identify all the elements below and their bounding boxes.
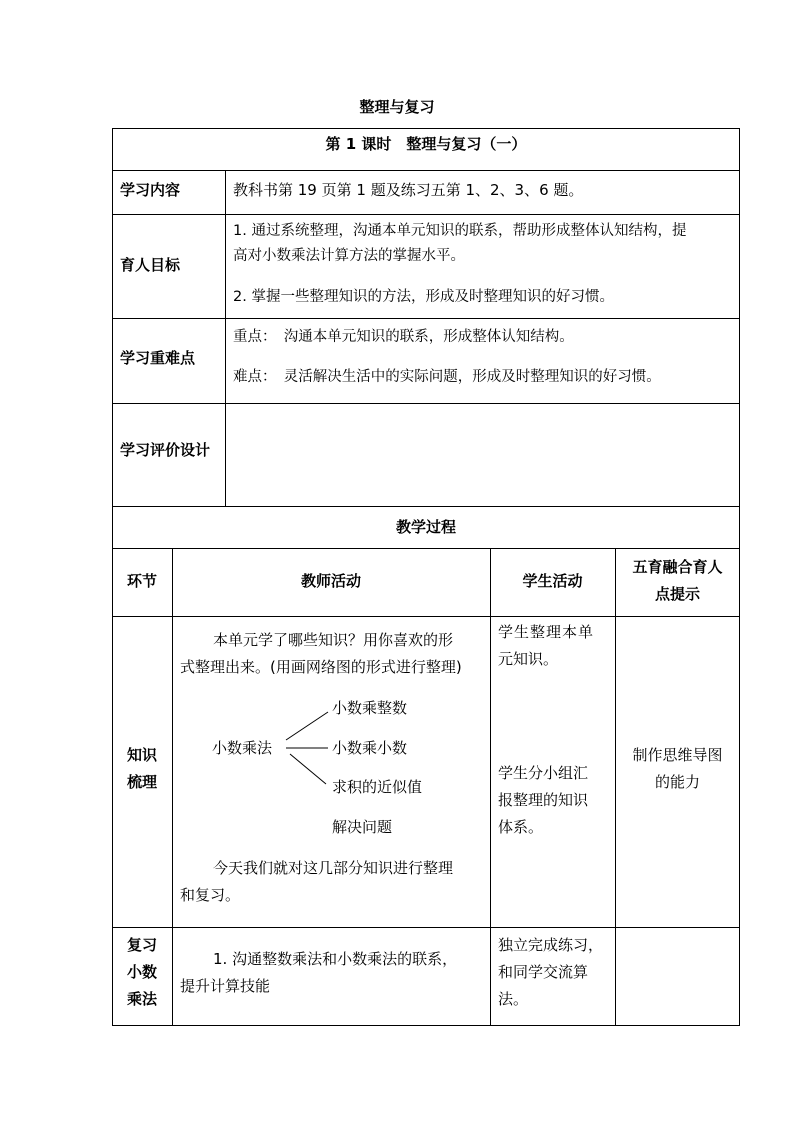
mindmap-branch-1: 小数乘整数: [332, 699, 408, 717]
row1-student-b-line-3: 体系。: [498, 818, 544, 836]
row1-student-a-line-2: 元知识。: [498, 650, 559, 668]
table-rule: [112, 403, 740, 404]
row2-stage-line-3: 乘法: [126, 990, 157, 1008]
header-tips-line-2: 点提示: [654, 585, 700, 603]
difficult-point: 难点： 灵活解决生活中的实际问题，形成及时整理知识的好习惯。: [233, 369, 661, 385]
table-rule: [112, 927, 740, 928]
goal-1-line-2: 高对小数乘法计算方法的掌握水平。: [233, 248, 465, 264]
table-rule: [112, 214, 740, 215]
row1-stage-line-1: 知识: [126, 746, 157, 764]
key-point: 重点： 沟通本单元知识的联系，形成整体认知结构。: [233, 329, 574, 345]
lesson-title: 第 1 课时 整理与复习（一）: [325, 135, 527, 153]
mindmap-branch-2: 小数乘小数: [332, 739, 408, 757]
row1-teacher-line-3: 今天我们就对这几部分知识进行整理: [213, 859, 454, 877]
mindmap-connector-3: [290, 754, 326, 784]
keypoints-label: 学习重难点: [120, 349, 196, 367]
document-title: 整理与复习: [359, 98, 435, 116]
row2-student-line-3: 法。: [498, 990, 529, 1008]
row2-stage-line-1: 复习: [126, 936, 157, 954]
content-label: 学习内容: [120, 181, 181, 199]
header-tips-line-1: 五育融合育人: [632, 558, 723, 576]
row1-student-a-line-1: 学生整理本单: [498, 623, 595, 641]
goal-2: 2. 掌握一些整理知识的方法，形成及时整理知识的好习惯。: [233, 289, 614, 305]
row2-teacher-line-1: 1. 沟通整数乘法和小数乘法的联系，: [213, 950, 458, 968]
row2-stage-line-2: 小数: [126, 963, 157, 981]
row1-student-b-line-1: 学生分小组汇: [498, 764, 589, 782]
evaluation-label: 学习评价设计: [120, 441, 211, 459]
row1-tips-line-1: 制作思维导图: [632, 746, 723, 764]
table-rule: [112, 616, 740, 617]
row1-teacher-line-1: 本单元学了哪些知识？用你喜欢的形: [213, 631, 454, 649]
header-teacher: 教师活动: [300, 572, 361, 590]
table-rule: [490, 548, 491, 1026]
table-rule: [112, 170, 740, 171]
row1-tips-line-2: 的能力: [654, 773, 700, 791]
row1-student-b-line-2: 报整理的知识: [498, 791, 589, 809]
row1-stage-line-2: 梳理: [126, 773, 157, 791]
mindmap-connectors: [280, 700, 340, 800]
table-rule: [112, 318, 740, 319]
row2-teacher-line-2: 提升计算技能: [180, 977, 271, 995]
mindmap-root: 小数乘法: [212, 739, 273, 757]
table-rule: [112, 548, 740, 549]
table-rule: [172, 548, 173, 1026]
process-title: 教学过程: [395, 518, 456, 536]
table-rule: [112, 506, 740, 507]
mindmap-branch-3: 求积的近似值: [332, 778, 423, 796]
table-rule: [225, 170, 226, 506]
row1-teacher-line-4: 和复习。: [180, 886, 241, 904]
header-student: 学生活动: [522, 572, 583, 590]
mindmap-connector-1: [286, 712, 328, 740]
goal-1-line-1: 1. 通过系统整理，沟通本单元知识的联系，帮助形成整体认知结构，提: [233, 223, 687, 239]
row1-teacher-line-2: 式整理出来。(用画网络图的形式进行整理): [180, 658, 462, 676]
header-stage: 环节: [126, 572, 157, 590]
content-value: 教科书第 19 页第 1 题及练习五第 1、2、3、6 题。: [233, 181, 584, 199]
row2-student-line-2: 和同学交流算: [498, 963, 589, 981]
goals-label: 育人目标: [120, 256, 181, 274]
mindmap-branch-4: 解决问题: [332, 818, 393, 836]
row2-student-line-1: 独立完成练习，: [498, 936, 604, 954]
